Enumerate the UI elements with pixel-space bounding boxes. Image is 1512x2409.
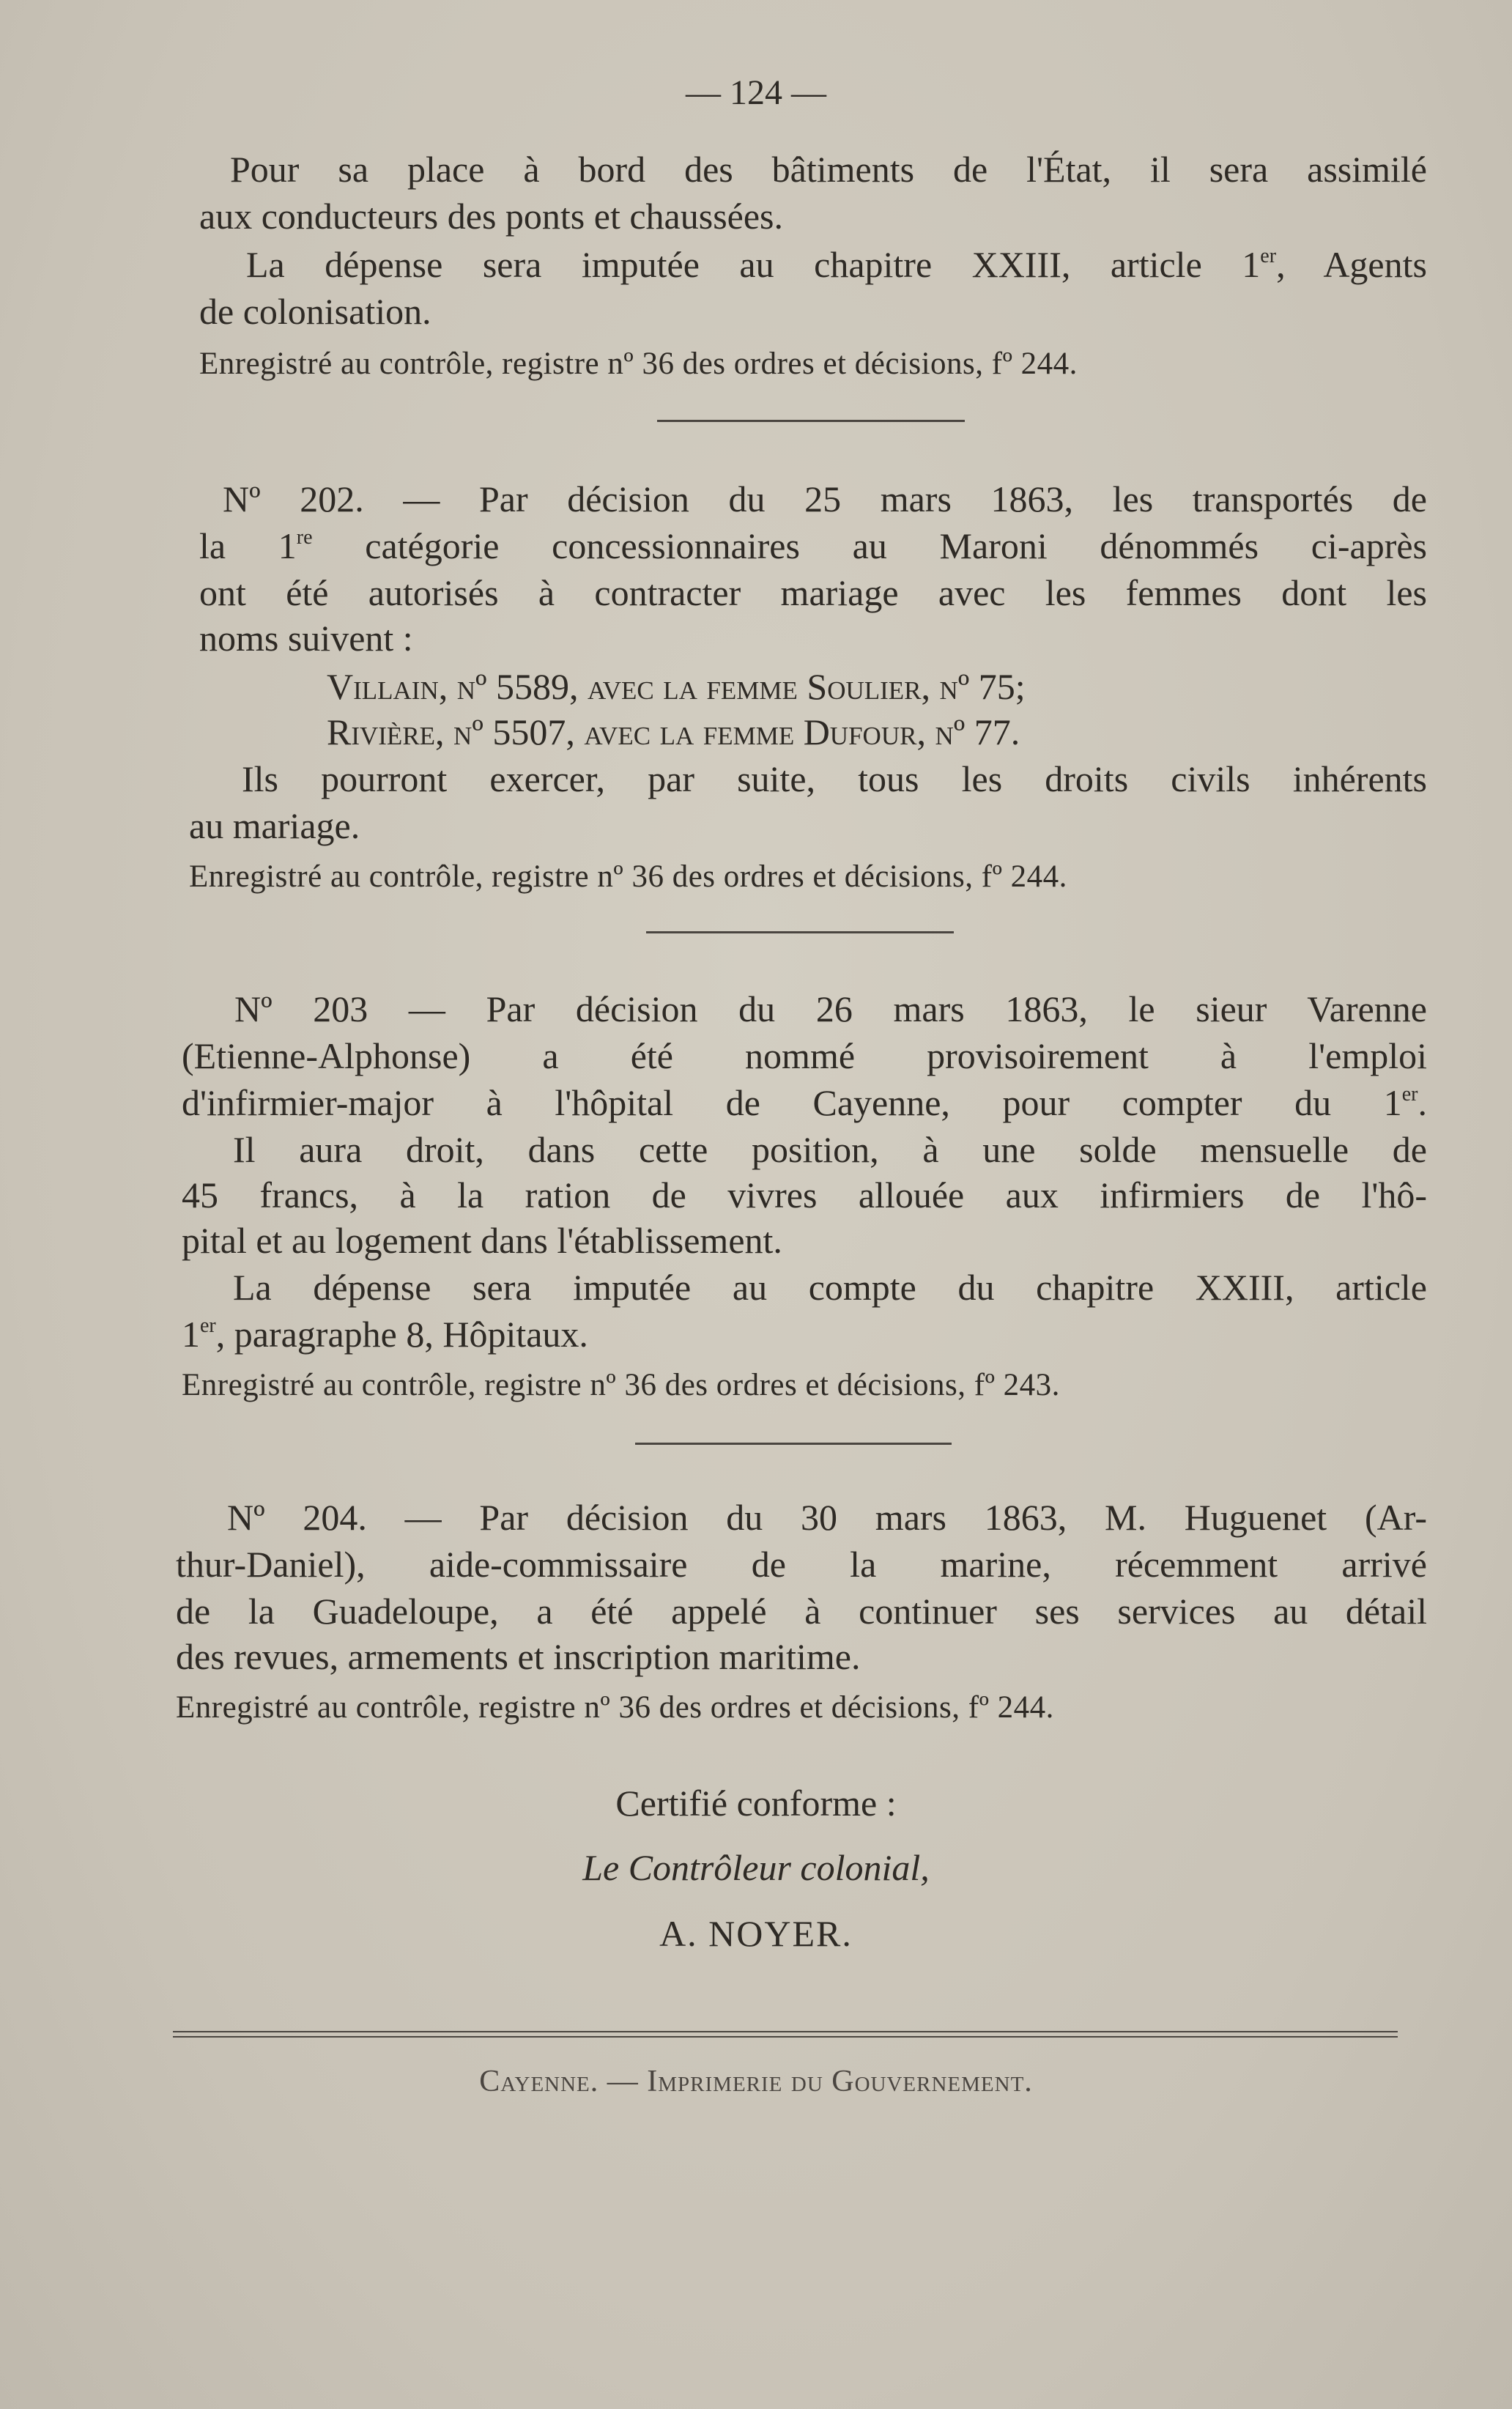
text-line: 1er, paragraphe 8, Hôpitaux.	[182, 1314, 588, 1355]
text-line: 45 francs, à la ration de vivres allouée aux infirmiers de l'hô-	[182, 1174, 1427, 1215]
printer-imprint: Cayenne. — Imprimerie du Gouvernement.	[479, 2065, 1033, 2098]
text-line: La dépense sera imputée au chapitre XXIII, article 1er, Agents	[246, 244, 1427, 285]
text-line: des revues, armements et inscription maritime.	[176, 1636, 861, 1677]
registration-note: Enregistré au contrôle, registre nº 36 des ordres et décisions, fº 244.	[189, 859, 1067, 894]
marriage-pair: Rivière, nº 5507, avec la femme Dufour, nº 77.	[327, 711, 1020, 752]
section-divider	[635, 1443, 952, 1445]
section-divider	[646, 931, 954, 933]
text-line: Il aura droit, dans cette position, à une solde mensuelle de	[233, 1129, 1427, 1170]
text-line: (Etienne-Alphonse) a été nommé provisoirement à l'emploi	[182, 1035, 1427, 1076]
text-line: Ils pourront exercer, par suite, tous les droits civils inhérents	[242, 758, 1427, 799]
text-line: aux conducteurs des ponts et chaussées.	[199, 196, 783, 237]
decision-heading: Nº 202. — Par décision du 25 mars 1863, les transportés de	[223, 478, 1427, 519]
decision-heading: Nº 204. — Par décision du 30 mars 1863, M. Huguenet (Ar-	[227, 1497, 1427, 1538]
text-line: thur-Daniel), aide-commissaire de la marine, récemment arrivé	[176, 1544, 1427, 1585]
text-line: pital et au logement dans l'établissement.	[182, 1220, 782, 1261]
certification-line: Certifié conforme :	[615, 1783, 897, 1824]
decision-heading: Nº 203 — Par décision du 26 mars 1863, le sieur Varenne	[234, 988, 1427, 1029]
registration-note: Enregistré au contrôle, registre nº 36 des ordres et décisions, fº 243.	[182, 1368, 1060, 1402]
text-line: de colonisation.	[199, 291, 431, 332]
text-line: ont été autorisés à contracter mariage avec les femmes dont les	[199, 572, 1427, 613]
text-line: La dépense sera imputée au compte du chapitre XXIII, article	[233, 1267, 1427, 1308]
footer-rule	[173, 2036, 1398, 2038]
signatory-title: Le Contrôleur colonial,	[582, 1847, 930, 1888]
text-line: Pour sa place à bord des bâtiments de l'État, il sera assimilé	[230, 149, 1427, 190]
text-line: la 1re catégorie concessionnaires au Maroni dénommés ci-après	[199, 525, 1427, 566]
marriage-pair: Villain, nº 5589, avec la femme Soulier, nº 75;	[327, 666, 1026, 707]
signatory-name: A. NOYER.	[659, 1913, 853, 1954]
registration-note: Enregistré au contrôle, registre nº 36 des ordres et décisions, fº 244.	[176, 1690, 1054, 1725]
page-number: — 124 —	[686, 73, 826, 112]
footer-rule	[173, 2031, 1398, 2032]
text-line: d'infirmier-major à l'hôpital de Cayenne, pour compter du 1er.	[182, 1082, 1427, 1123]
registration-note: Enregistré au contrôle, registre nº 36 des ordres et décisions, fº 244.	[199, 347, 1078, 381]
text-line: au mariage.	[189, 805, 360, 846]
section-divider	[657, 420, 965, 422]
text-line: noms suivent :	[199, 618, 413, 659]
text-line: de la Guadeloupe, a été appelé à continuer ses services au détail	[176, 1591, 1427, 1632]
